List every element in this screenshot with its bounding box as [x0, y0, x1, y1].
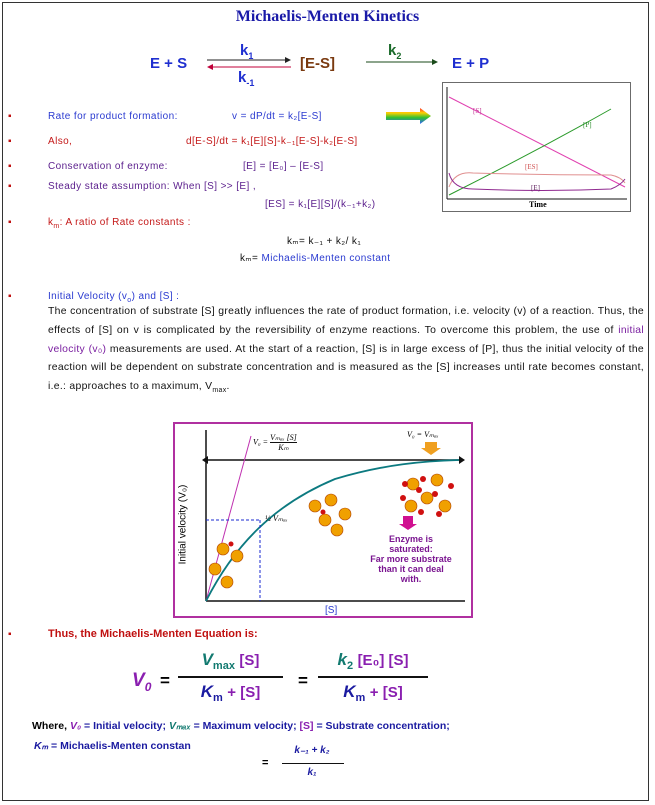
km-definition-line: Kₘ = Michaelis-Menten constan: [34, 740, 191, 752]
page-title: Michaelis-Menten Kinetics: [235, 8, 420, 25]
equals-sign-2: =: [298, 671, 308, 690]
km-numerator: k₋₁ + k₂: [294, 745, 330, 756]
x-axis-label: [S]: [325, 605, 338, 616]
bullet: ▪: [8, 161, 12, 172]
velocity-plot: [173, 422, 473, 618]
fraction-1-bar: [178, 676, 283, 678]
slope-equation: V₀ = Vₘₐₓ [S] Kₘ: [253, 433, 297, 452]
rate-equation: v = dP/dt = k₂[E-S]: [232, 111, 322, 122]
conservation-equation: [E] = [E₀] – [E-S]: [243, 161, 324, 172]
y-axis-label: Initial velocity (V₀): [177, 484, 189, 565]
vmax-arrow-icon: [421, 442, 441, 455]
conservation-label: Conservation of enzyme:: [48, 161, 168, 172]
rate-label: Rate for product formation:: [48, 111, 178, 122]
fraction-2-numerator: $k_2$ [E₀] [S]: [337, 650, 409, 673]
v0-symbol: $V_0$: [132, 670, 152, 694]
fraction-2-denominator: $K_m + [S]$: [343, 682, 403, 705]
km-equation: kₘ= k₋₁ + k₂/ k₁: [287, 236, 362, 247]
es-curve-label: [ES]: [525, 163, 538, 171]
time-axis-label: Time: [529, 200, 547, 209]
velocity-graph: [175, 424, 471, 616]
initial-velocity-paragraph: The concentration of substrate [S] greatly influences the rate of product formation, i.e. velocity (v) of a reaction. Thus, the effects of [S] on v is complicated by the reversibility of enzyme reactions. To overcome this problem, the use of initial velocity (v₀) measurements are used. At the start of a reaction, [S] is in large excess of [P], thus the initial velocity of the reaction will be dependent on substrate concentration and is measured as the [S] increases until rate becomes constant, i.e.: approaches to a maximum, $V_{max}$.: [48, 306, 644, 395]
saturation-note: Enzyme is saturated: Far more substrate than it can deal with.: [370, 534, 452, 584]
where-definitions: Where, V₀ = Initial velocity; Vₘₐₓ = Maximum velocity; [S] = Substrate concentration;: [32, 720, 450, 732]
down-arrow-icon: [399, 516, 417, 530]
half-vmax-label: ½ Vₘₐₓ: [265, 514, 288, 523]
bullet: ▪: [8, 136, 12, 147]
bullet: ▪: [8, 181, 12, 192]
km-ratio-label: $k_m$: A ratio of Rate constants :: [48, 217, 191, 230]
p-curve-label: [P]: [583, 121, 592, 129]
des-dt-equation: d[E-S]/dt = k₁[E][S]-k₋₁[E-S]-k₂[E-S]: [186, 136, 358, 147]
s-curve-label: [S]: [473, 107, 482, 115]
fraction-1-numerator: $V_{max}$ [S]: [201, 650, 260, 673]
k1-label: $k_1$: [240, 42, 254, 61]
k-minus1-label: $k_{-1}$: [238, 69, 255, 88]
also-label: Also,: [48, 136, 73, 147]
initial-velocity-heading: Initial Velocity $(v_o)$ and [S] :: [48, 291, 180, 304]
e-curve-label: [E]: [531, 184, 540, 192]
fraction-2-bar: [318, 676, 428, 678]
reactants: E + S: [150, 55, 188, 72]
bullet: ▪: [8, 629, 12, 640]
km-fraction-bar: [282, 763, 344, 764]
km-denominator: k₁: [307, 767, 317, 778]
fraction-1-denominator: $K_m + [S]$: [200, 682, 261, 705]
bullet: ▪: [8, 217, 12, 228]
km-equals-sign: =: [262, 757, 269, 769]
forward-arrow: [364, 57, 440, 67]
time-course-plot: [442, 82, 631, 212]
k2-label: $k_2$: [388, 42, 402, 61]
km-definition: kₘ= Michaelis-Menten constant: [240, 253, 391, 264]
steady-state-equation: [ES] = k₁[E][S]/(k₋₁+k₂): [265, 199, 376, 210]
equation-heading: Thus, the Michaelis-Menten Equation is:: [48, 628, 258, 640]
vmax-equation: V₀ = Vₘₐₓ: [407, 430, 439, 439]
steady-state-label: Steady state assumption: When [S] >> [E] ,: [48, 181, 257, 192]
es-complex: [E-S]: [300, 55, 335, 72]
bullet: ▪: [8, 111, 12, 122]
products: E + P: [452, 55, 490, 72]
bullet: ▪: [8, 291, 12, 302]
rainbow-arrow-icon: [386, 108, 432, 124]
equals-sign-1: =: [160, 671, 170, 690]
